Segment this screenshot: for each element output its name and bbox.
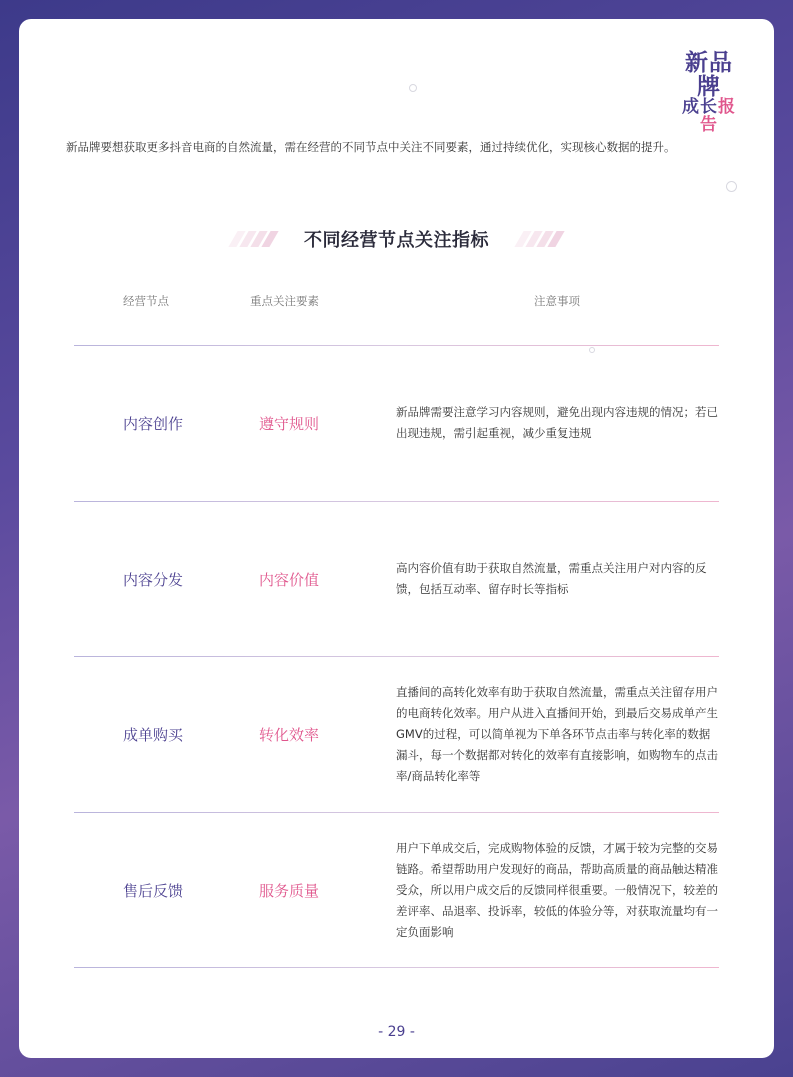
header-node: 经营节点 (123, 294, 169, 308)
page-card (19, 19, 774, 1058)
row-factor: 服务质量 (259, 881, 320, 900)
row-note-text: 直播间的高转化效率有助于获取自然流量，需重点关注留存用户的电商转化效率。用户从进入直播间开始，到最后交易成单产生GMV的过程，可以简单视为下单各环节点击率与转化率的数据漏斗，每一个数据都对转化的效率有直接影响，如购物车的点击率/商品转化率等 (396, 684, 718, 783)
table-row (74, 812, 719, 968)
row-factor: 遵守规则 (259, 414, 320, 433)
logo-line2-a: 成长 (682, 97, 718, 118)
slash-decor-left-icon (233, 231, 274, 247)
row-node: 成单购买 (123, 725, 184, 744)
brand-logo (674, 51, 744, 135)
row-note-text: 高内容价值有助于获取自然流量，需重点关注用户对内容的反馈，包括互动率、留存时长等指标 (396, 561, 707, 596)
section-title: 不同经营节点关注指标 (304, 230, 489, 251)
logo-line2-b: 报告 (700, 97, 736, 136)
table-divider (74, 967, 719, 968)
row-note (396, 501, 718, 657)
logo-line1: 新品牌 (685, 50, 733, 101)
header-factor: 重点关注要素 (250, 294, 319, 308)
row-node: 售后反馈 (123, 881, 184, 900)
section-header (19, 224, 774, 254)
table-row (74, 656, 719, 812)
row-note-text: 新品牌需要注意学习内容规则，避免出现内容违规的情况；若已出现违规，需引起重视，减少重复违规 (396, 405, 718, 440)
header-note: 注意事项 (534, 294, 580, 308)
row-node: 内容分发 (123, 570, 184, 589)
table-row (74, 345, 719, 501)
row-factor: 内容价值 (259, 570, 320, 589)
slash-decor-right-icon (519, 231, 560, 247)
decor-circle-icon (726, 181, 737, 192)
row-note (396, 345, 718, 501)
decor-circle-icon (409, 84, 417, 92)
logo-line2 (674, 99, 744, 135)
row-note (396, 656, 718, 812)
row-note-text: 用户下单成交后，完成购物体验的反馈，才属于较为完整的交易链路。希望帮助用户发现好的商品，帮助高质量的商品触达精准受众，所以用户成交后的反馈同样很重要。一般情况下，较差的差评率、品退率、投诉率，较低的体验分等，对获取流量均有一定负面影响 (396, 840, 718, 939)
intro-paragraph: 新品牌要想获取更多抖音电商的自然流量，需在经营的不同节点中关注不同要素，通过持续优化，实现核心数据的提升。 (66, 140, 676, 154)
table-row (74, 501, 719, 657)
row-factor: 转化效率 (259, 725, 320, 744)
row-note (396, 812, 718, 968)
row-node: 内容创作 (123, 414, 184, 433)
page-number: - 29 - (378, 1024, 415, 1040)
